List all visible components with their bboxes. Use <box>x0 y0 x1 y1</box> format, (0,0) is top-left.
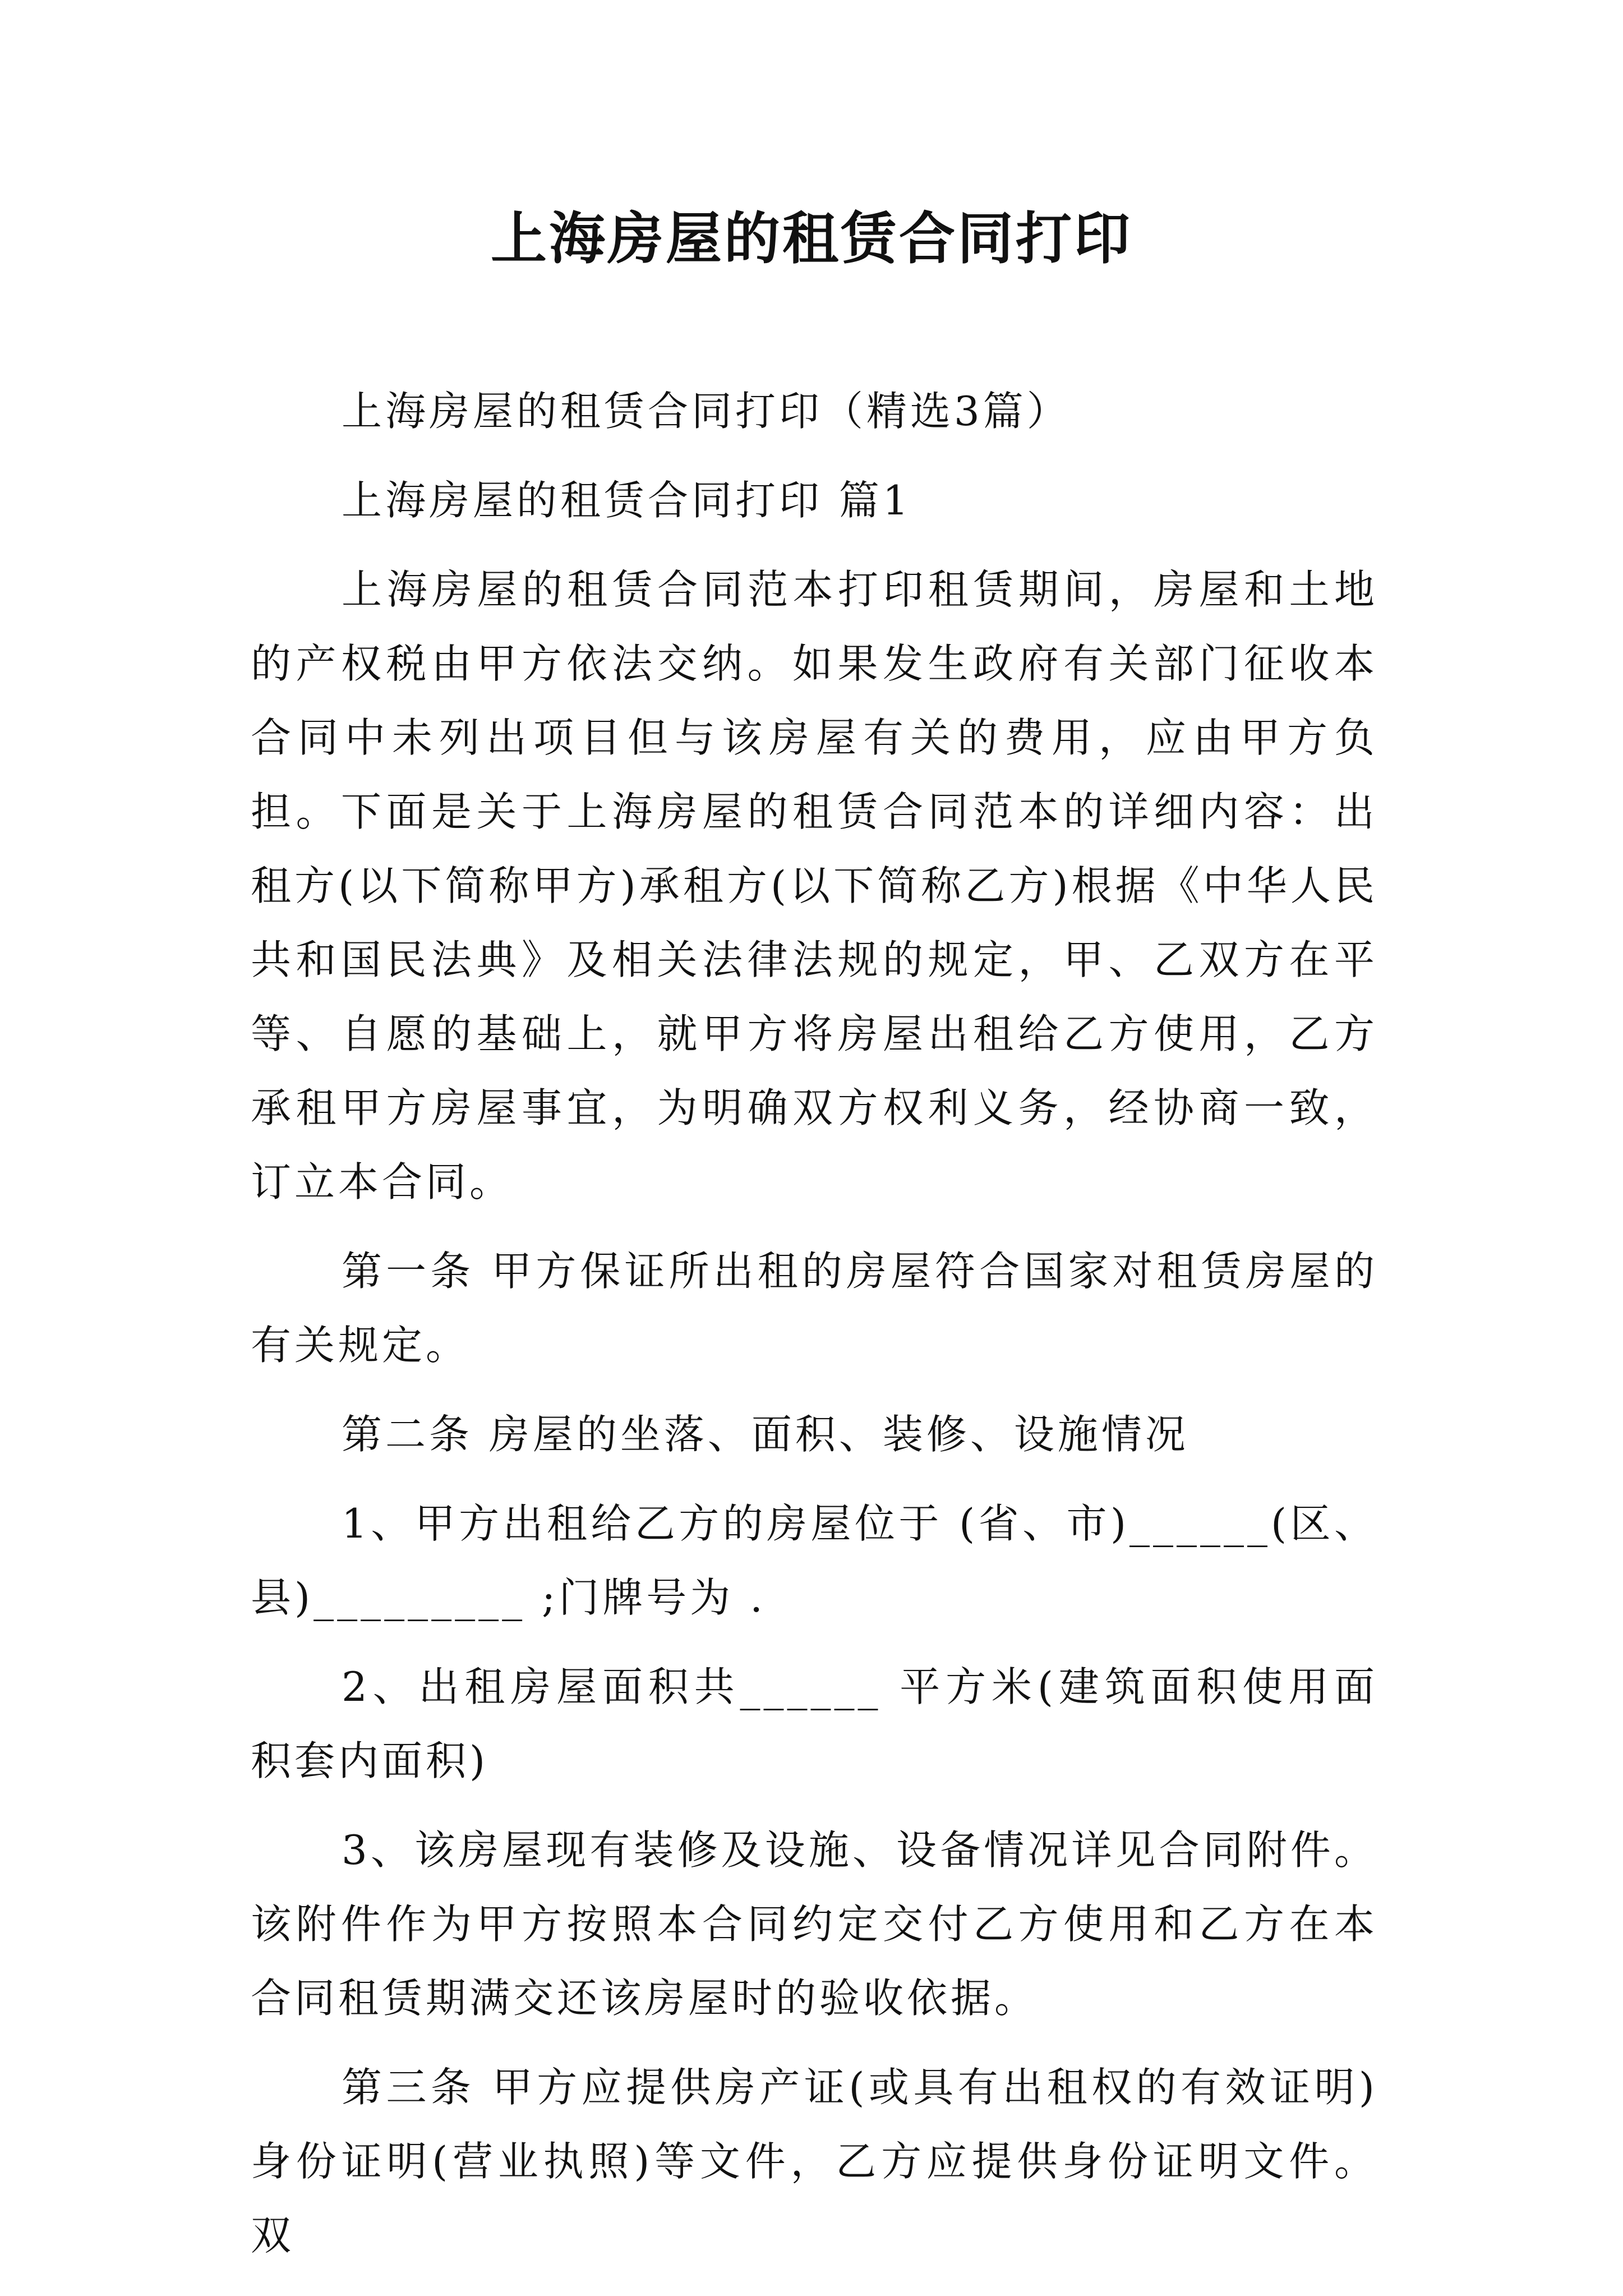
paragraph-article-1: 第一条 甲方保证所出租的房屋符合国家对租赁房屋的有关规定。 <box>251 1248 1378 1369</box>
paragraph-article-3: 第三条 甲方应提供房产证(或具有出租权的有效证明)身份证明(营业执照)等文件，乙方应提供身份证明文件。双 <box>251 2064 1378 2259</box>
paragraph-article-2-item-3: 3、该房屋现有装修及设施、设备情况详见合同附件。该附件作为甲方按照本合同约定交付乙方使用和乙方在本合同租赁期满交还该房屋时的验收依据。 <box>251 1826 1378 2022</box>
paragraph-subtitle: 上海房屋的租赁合同打印（精选3篇） <box>342 388 1071 435</box>
document-body <box>251 374 1378 2272</box>
paragraph-intro: 上海房屋的租赁合同范本打印租赁期间，房屋和土地的产权税由甲方依法交纳。如果发生政府有关部门征收本合同中未列出项目但与该房屋有关的费用，应由甲方负担。下面是关于上海房屋的租赁合同范本的详细内容：出租方(以下简称甲方)承租方(以下简称乙方)根据《中华人民共和国民法典》及相关法律法规的规定，甲、乙双方在平等、自愿的基础上，就甲方将房屋出租给乙方使用，乙方承租甲方房屋事宜，为明确双方权利义务，经协商一致，订立本合同。 <box>251 566 1378 1205</box>
paragraph-section-heading: 上海房屋的租赁合同打印 篇1 <box>342 477 912 524</box>
paragraph-article-2-item-2: 2、出租房屋面积共______ 平方米(建筑面积使用面积套内面积) <box>251 1663 1378 1784</box>
paragraph-article-2-heading: 第二条 房屋的坐落、面积、装修、设施情况 <box>342 1411 1189 1458</box>
paragraph-article-2-item-1: 1、甲方出租给乙方的房屋位于 (省、市)______(区、县)_________ ;门牌号为 . <box>251 1500 1378 1621</box>
document-title: 上海房屋的租赁合同打印 <box>491 205 1132 272</box>
